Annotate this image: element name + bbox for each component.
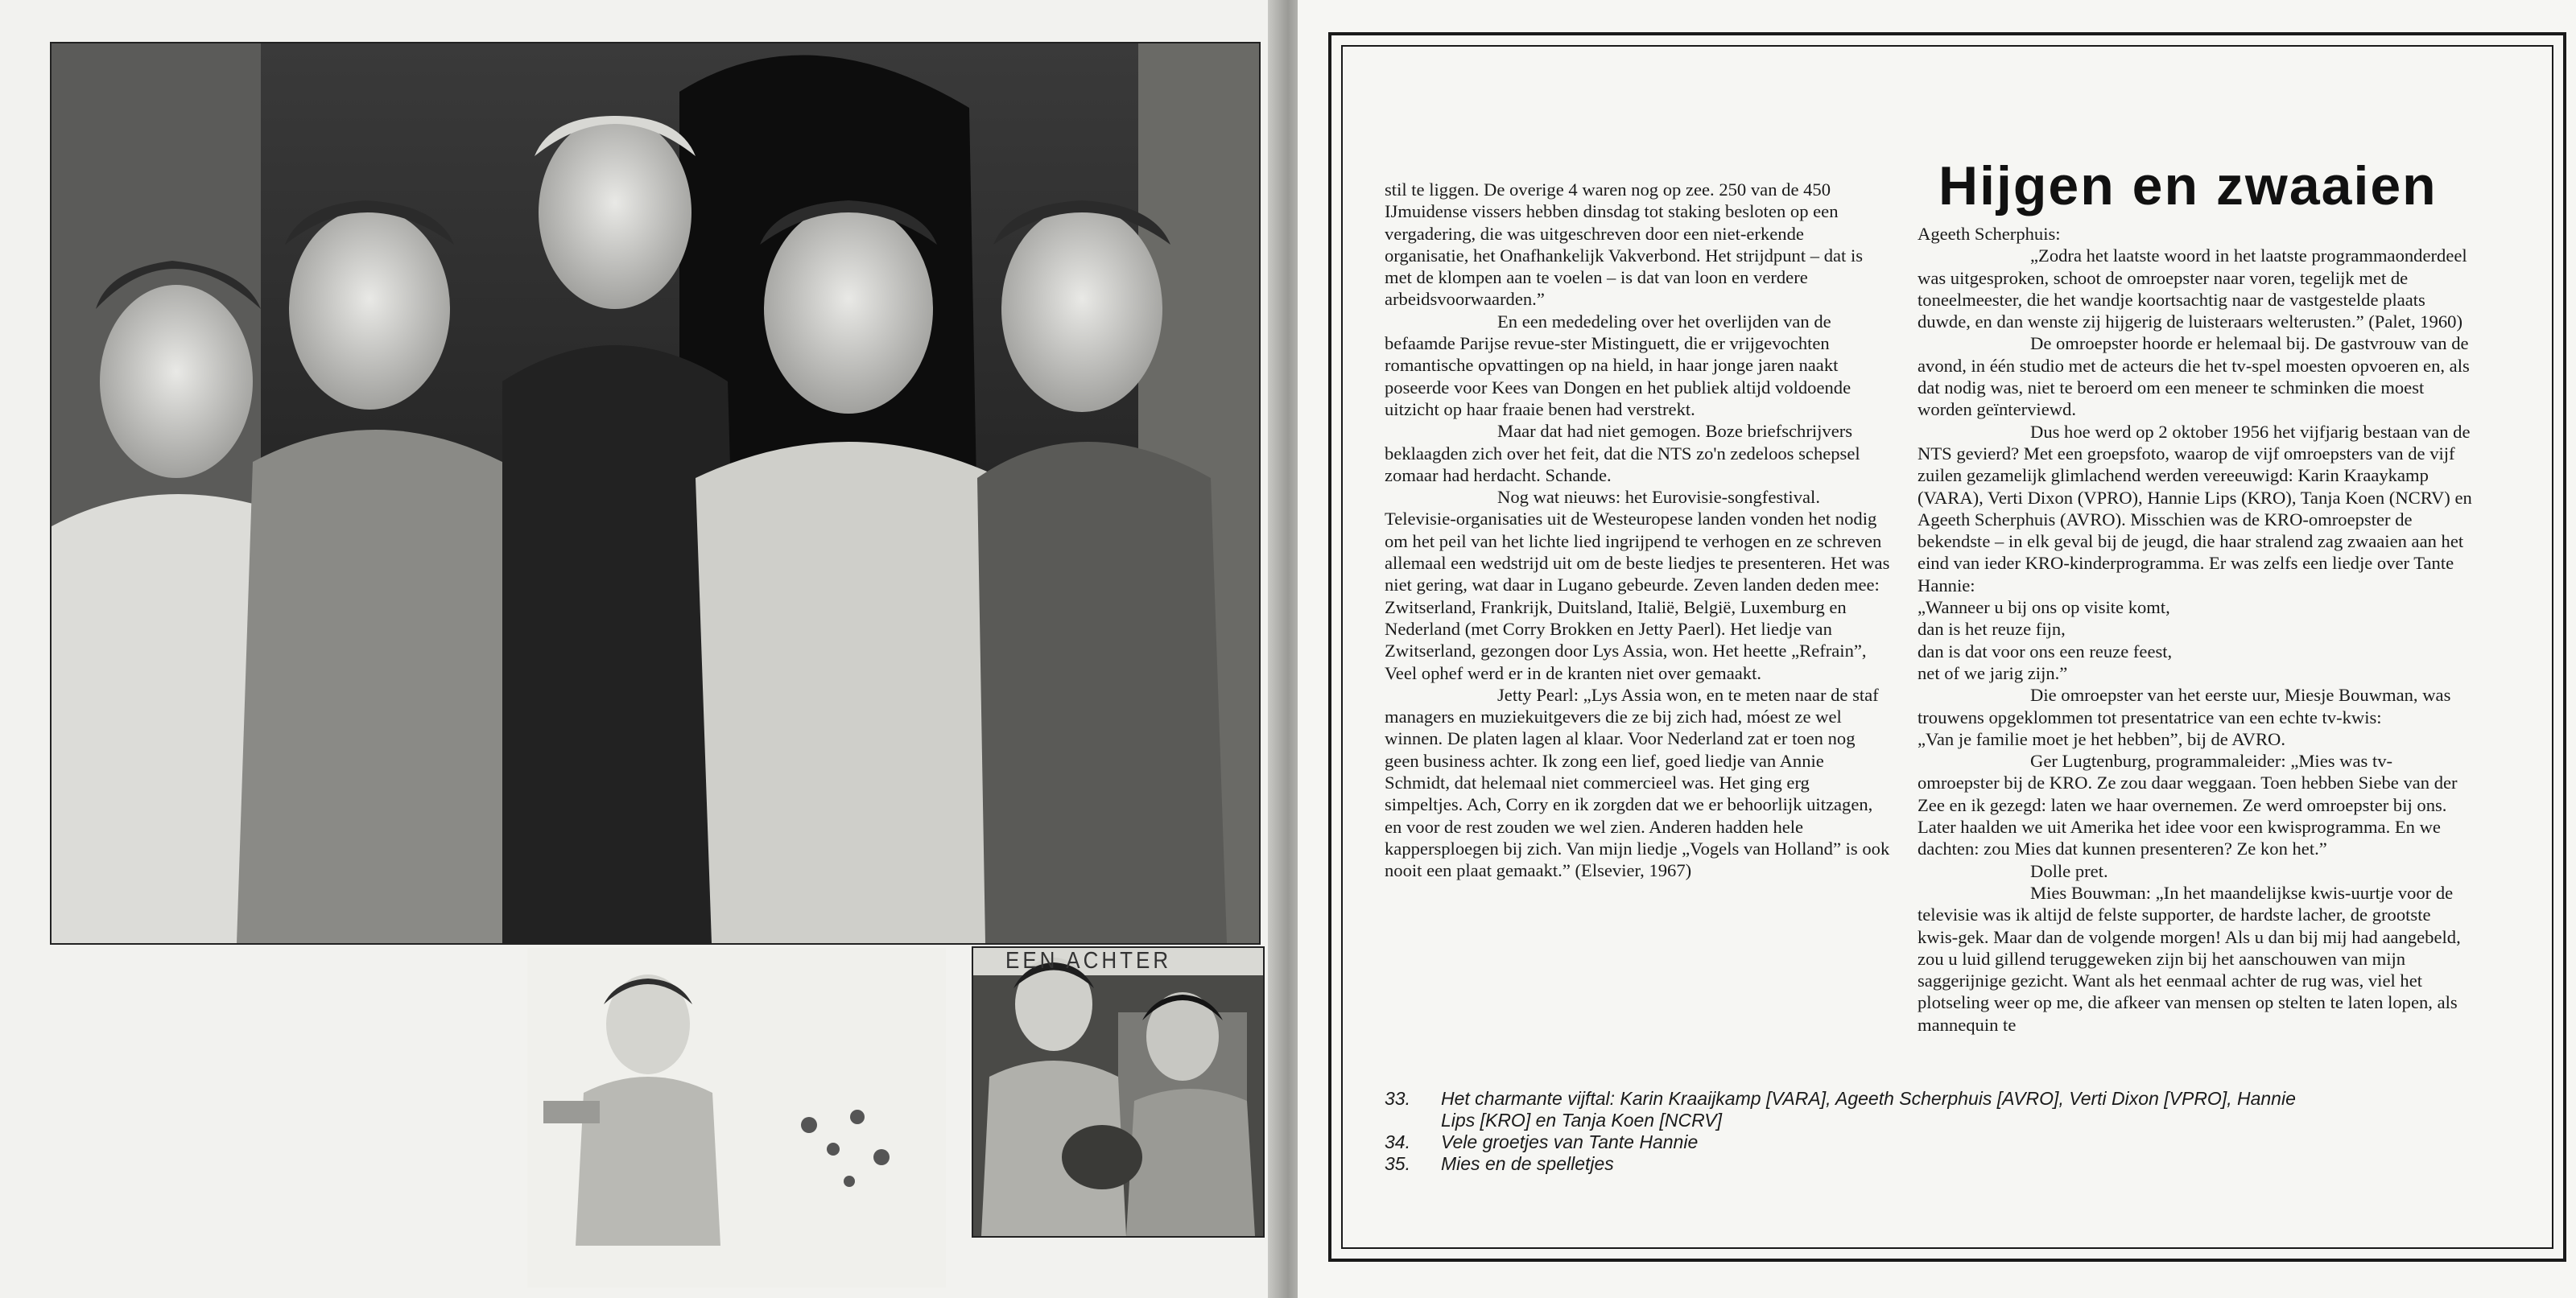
paragraph: De omroepster hoorde er helemaal bij. De gastvrouw van de avond, in één studio met de acteurs die het tv-spel moesten opvoeren en, als dat nodig was, niet te beroerd om een meneer te schminken die moest worden geïnterviewd. xyxy=(1918,333,2470,420)
paragraph: dan is het reuze fijn, xyxy=(1918,619,2066,640)
caption-item xyxy=(1385,1153,2302,1175)
tante-hannie-photo xyxy=(527,948,946,1288)
photo-captions xyxy=(1385,1088,2302,1175)
paragraph: Die omroepster van het eerste uur, Miesje Bouwman, was trouwens opgeklommen tot presentatrice van een echte tv-kwis: xyxy=(1918,685,2451,727)
caption-item xyxy=(1385,1131,2302,1153)
paragraph: „Wanneer u bij ons op visite komt, xyxy=(1918,597,2170,618)
paragraph: Jetty Pearl: „Lys Assia won, en te meten naar de staf managers en muziekuitgevers die ze bij zich had, móest ze wel winnen. De platen lagen al klaar. Voor Nederland zat er toen nog geen business achter. Ik zong een lief, goed liedje van Annie Schmidt, dat helemaal niet commercieel was. Het ging erg simpeltjes. Ach, Corry en ik zorgden dat we er behoorlijk uitzagen, en voor de rest zouden we wel zien. Anderen hadden hele kappersploegen bij zich. Van mijn liedje „Vogels van Holland” is ook nooit een plaat gemaakt.” (Elsevier, 1967) xyxy=(1385,684,1890,881)
caption-item xyxy=(1385,1088,2302,1131)
sign-text: EEN ACHTER xyxy=(1005,946,1172,974)
paragraph: Nog wat nieuws: het Eurovisie-songfestival. Televisie-organisaties uit de Westeuropese landen vonden het nodig om het peil van het lichte lied ingrijpend te verhogen en ze schreven allemaal een wedstrijd uit om de beste liedjes te presenteren. Het was niet gering, wat daar in Lugano gebeurde. Zeven landen deden mee: Zwitserland, Frankrijk, Duitsland, Italië, België, Luxemburg en Nederland (met Corry Brokken en Jetty Paerl). Het liedje van Zwitserland, gezongen door Lys Assia, won. Het heette „Refrain”, Veel ophef werd er in de kranten niet over gemaakt. xyxy=(1385,487,1890,683)
left-text-column xyxy=(1385,179,1892,882)
caption-text: Mies en de spelletjes xyxy=(1441,1153,1614,1174)
paragraph: stil te liggen. De overige 4 waren nog op zee. 250 van de 450 IJmuidense vissers hebben dinsdag tot staking besloten op een vergadering, die was uitgeschreven door een niet-erkende organisatie, het Onafhankelijk Vakverbond. Het strijdpunt – dat is met de klompen aan te voelen – is dat van loon en verdere arbeidsvoorwaarden.” xyxy=(1385,179,1864,310)
paragraph: „Zodra het laatste woord in het laatste programmaonderdeel was uitgesproken, schoot de omroepster naar voren, tegelijk met de toneelmeester, die het wandje koortsachtig naar de vastgestelde plaats duwde, en dan wenste zij hijgerig de luisteraars welterusten.” (Palet, 1960) xyxy=(1918,245,2467,332)
paragraph: Dolle pret. xyxy=(2030,860,2108,881)
paragraph: dan is dat voor ons een reuze feest, xyxy=(1918,641,2173,661)
paragraph: En een mededeling over het overlijden van de befaamde Parijse revue-ster Mistinguett, die er vrijgevochten romantische opvattingen op na hield, in haar jonge jaren naakt poseerde voor Kees van Dongen en het publiek altijd voldoende uitzicht op haar fraaie benen had verstrekt. xyxy=(1385,311,1852,419)
caption-number: 33. xyxy=(1385,1088,1410,1109)
paragraph: Mies Bouwman: „In het maandelijkse kwis-uurtje voor de televisie was ik altijd de felste supporter, de hardste lacher, de grootste kwis-gek. Maar dan de volgende morgen! Als u dan bij mij had aangebeld, zou u luid gillend teruggeweken zijn bij het aanschouwen van mijn saggerijnige gezicht. Want als het eenmaal achter de rug was, viel het plotseling weer op me, die afkeer van mensen op stelten te laten lopen, als mannequin te xyxy=(1918,882,2461,1035)
paragraph: Ger Lugtenburg, programmaleider: „Mies was tv-omroepster bij de KRO. Ze zou daar weggaan. Toen hebben Siebe van der Zee en ik gezegd: laten we haar overnemen. Ze werd omroepster bij ons. Later haalden we uit Amerika het idee voor een kwisprogramma. En we dachten: zou Mies dat kunnen presenteren? Ze kon het.” xyxy=(1918,751,2458,859)
group-photo-image xyxy=(52,43,1259,943)
paragraph: Maar dat had niet gemogen. Boze briefschrijvers beklaagden zich over het feit, dat die NTS zo'n zedeloos schepsel zomaar had herdacht. Schande. xyxy=(1385,421,1860,485)
mies-spelletjes-image xyxy=(973,948,1263,1236)
mies-spelletjes-photo xyxy=(972,946,1265,1238)
paragraph: net of we jarig zijn.” xyxy=(1918,662,2068,683)
caption-number: 35. xyxy=(1385,1153,1410,1174)
right-text-column xyxy=(1918,223,2473,1036)
article-headline: Hijgen en zwaaien xyxy=(1938,155,2438,216)
caption-text: Het charmante vijftal: Karin Kraaijkamp [VARA], Ageeth Scherphuis [AVRO], Verti Dixon [VPRO], Hannie Lips [KRO] en Tanja Koen [NCRV] xyxy=(1441,1088,2296,1131)
caption-number: 34. xyxy=(1385,1131,1410,1152)
caption-text: Vele groetjes van Tante Hannie xyxy=(1441,1131,1699,1152)
group-photo xyxy=(50,42,1261,945)
tante-hannie-image xyxy=(527,948,946,1288)
paragraph: Ageeth Scherphuis: xyxy=(1918,224,2061,244)
paragraph: „Van je familie moet je het hebben”, bij de AVRO. xyxy=(1918,728,2285,749)
paragraph: Dus hoe werd op 2 oktober 1956 het vijfjarig bestaan van de NTS gevierd? Met een groepsfoto, waarop de vijf omroepsters van de vijf zuilen gezamelijk glimlachend werden vereeuwigd: Karin Kraaykamp (VARA), Verti Dixon (VPRO), Hannie Lips (KRO), Tanja Koen (NCRV) en Ageeth Scherphuis (AVRO). Misschien was de KRO-omroepster de bekendste – in elk geval bij de jeugd, die haar stralend zag zwaaien aan het eind van ieder KRO-kinderprogramma. Er was zelfs een liedje over Tante Hannie: xyxy=(1918,421,2472,595)
